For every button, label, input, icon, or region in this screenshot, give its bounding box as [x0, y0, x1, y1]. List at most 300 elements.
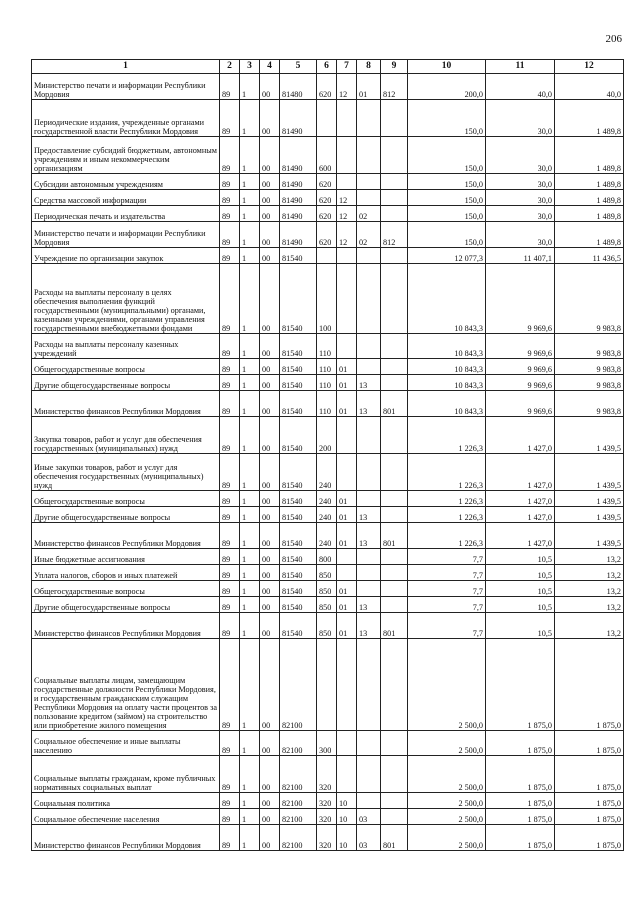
- col6-cell: 200: [317, 417, 337, 454]
- col9-cell: [381, 417, 408, 454]
- row-name-cell: Уплата налогов, сборов и иных платежей: [32, 565, 220, 581]
- amount-col12-cell: 1 439,5: [555, 491, 624, 507]
- col4-cell: 00: [260, 334, 280, 359]
- amount-col11-cell: 1 427,0: [486, 454, 555, 491]
- col6-cell: 850: [317, 597, 337, 613]
- row-name-cell: Субсидии автономным учреждениям: [32, 174, 220, 190]
- col6-cell: 320: [317, 825, 337, 851]
- col9-cell: [381, 809, 408, 825]
- col2-cell: 89: [220, 190, 240, 206]
- col2-cell: 89: [220, 391, 240, 417]
- col2-cell: 89: [220, 359, 240, 375]
- amount-col11-cell: 30,0: [486, 222, 555, 248]
- col3-cell: 1: [240, 248, 260, 264]
- col3-cell: 1: [240, 264, 260, 334]
- col4-cell: 00: [260, 137, 280, 174]
- col3-cell: 1: [240, 454, 260, 491]
- amount-col10-cell: 10 843,3: [408, 334, 486, 359]
- amount-col10-cell: 7,7: [408, 565, 486, 581]
- col3-cell: 1: [240, 549, 260, 565]
- col5-cell: 82100: [280, 756, 317, 793]
- table-row: [32, 454, 624, 491]
- col9-cell: [381, 174, 408, 190]
- table-row: [32, 74, 624, 100]
- row-name-cell: Другие общегосударственные вопросы: [32, 375, 220, 391]
- col5-cell: 81540: [280, 597, 317, 613]
- row-name-cell: Учреждение по организации закупок: [32, 248, 220, 264]
- col7-cell: 01: [337, 507, 357, 523]
- col5-cell: 82100: [280, 731, 317, 756]
- amount-col12-cell: 1 489,8: [555, 206, 624, 222]
- amount-col11-cell: 1 427,0: [486, 507, 555, 523]
- table-row: [32, 100, 624, 137]
- col2-cell: 89: [220, 206, 240, 222]
- col3-cell: 1: [240, 74, 260, 100]
- amount-col12-cell: 9 983,8: [555, 375, 624, 391]
- col7-cell: [337, 549, 357, 565]
- row-name-cell: Министерство финансов Республики Мордовия: [32, 391, 220, 417]
- amount-col10-cell: 2 500,0: [408, 809, 486, 825]
- col7-cell: 12: [337, 222, 357, 248]
- col3-cell: 1: [240, 825, 260, 851]
- table-row: [32, 391, 624, 417]
- amount-col10-cell: 7,7: [408, 581, 486, 597]
- amount-col12-cell: 1 439,5: [555, 507, 624, 523]
- row-name-cell: Предоставление субсидий бюджетным, автономным учреждениям и иным некоммерческим организациям: [32, 137, 220, 174]
- col3-cell: 1: [240, 491, 260, 507]
- col9-cell: [381, 375, 408, 391]
- col6-cell: 110: [317, 375, 337, 391]
- col-header-6: 6: [317, 60, 337, 74]
- col6-cell: 850: [317, 613, 337, 639]
- col7-cell: [337, 334, 357, 359]
- amount-col11-cell: 30,0: [486, 100, 555, 137]
- col6-cell: 600: [317, 137, 337, 174]
- amount-col10-cell: 7,7: [408, 597, 486, 613]
- col7-cell: 10: [337, 793, 357, 809]
- budget-table: [31, 59, 624, 851]
- col4-cell: 00: [260, 565, 280, 581]
- col8-cell: [357, 549, 381, 565]
- col4-cell: 00: [260, 731, 280, 756]
- col9-cell: 801: [381, 391, 408, 417]
- col5-cell: 81540: [280, 491, 317, 507]
- row-name-cell: Социальное обеспечение населения: [32, 809, 220, 825]
- col2-cell: 89: [220, 248, 240, 264]
- col8-cell: [357, 417, 381, 454]
- col2-cell: 89: [220, 454, 240, 491]
- table-row: [32, 375, 624, 391]
- col8-cell: [357, 491, 381, 507]
- col6-cell: 100: [317, 264, 337, 334]
- col8-cell: 13: [357, 597, 381, 613]
- col9-cell: [381, 206, 408, 222]
- col3-cell: 1: [240, 190, 260, 206]
- col9-cell: [381, 731, 408, 756]
- col9-cell: [381, 581, 408, 597]
- col2-cell: 89: [220, 523, 240, 549]
- col-header-3: 3: [240, 60, 260, 74]
- table-row: [32, 809, 624, 825]
- row-name-cell: Социальные выплаты гражданам, кроме публичных нормативных социальных выплат: [32, 756, 220, 793]
- col3-cell: 1: [240, 613, 260, 639]
- col5-cell: 81540: [280, 613, 317, 639]
- col2-cell: 89: [220, 137, 240, 174]
- amount-col11-cell: 10,5: [486, 565, 555, 581]
- table-row: [32, 825, 624, 851]
- amount-col12-cell: 1 489,8: [555, 222, 624, 248]
- amount-col11-cell: 30,0: [486, 190, 555, 206]
- table-row: [32, 793, 624, 809]
- amount-col10-cell: 10 843,3: [408, 391, 486, 417]
- row-name-cell: Министерство печати и информации Республики Мордовия: [32, 222, 220, 248]
- amount-col10-cell: 150,0: [408, 206, 486, 222]
- amount-col11-cell: 1 875,0: [486, 639, 555, 731]
- col6-cell: 240: [317, 491, 337, 507]
- col6-cell: 620: [317, 174, 337, 190]
- col4-cell: 00: [260, 507, 280, 523]
- col6-cell: 620: [317, 190, 337, 206]
- col7-cell: [337, 137, 357, 174]
- table-row: [32, 549, 624, 565]
- col4-cell: 00: [260, 100, 280, 137]
- amount-col11-cell: 9 969,6: [486, 375, 555, 391]
- amount-col12-cell: 13,2: [555, 613, 624, 639]
- table-row: [32, 581, 624, 597]
- table-row: [32, 565, 624, 581]
- col9-cell: [381, 454, 408, 491]
- col7-cell: [337, 756, 357, 793]
- amount-col12-cell: 1 875,0: [555, 793, 624, 809]
- col5-cell: 81540: [280, 334, 317, 359]
- col2-cell: 89: [220, 74, 240, 100]
- col4-cell: 00: [260, 491, 280, 507]
- col-header-5: 5: [280, 60, 317, 74]
- amount-col12-cell: 1 489,8: [555, 190, 624, 206]
- col-header-2: 2: [220, 60, 240, 74]
- row-name-cell: Социальные выплаты лицам, замещающим государственные должности Республики Мордовия, и государственным гражданским служащим Республики Мордовия на оплату части процентов за пользование кредитом (займом) на строительство или приобретение жилого помещения: [32, 639, 220, 731]
- amount-col10-cell: 7,7: [408, 613, 486, 639]
- col4-cell: 00: [260, 359, 280, 375]
- col6-cell: 320: [317, 756, 337, 793]
- col5-cell: 82100: [280, 639, 317, 731]
- col5-cell: 81490: [280, 190, 317, 206]
- col8-cell: [357, 190, 381, 206]
- col7-cell: [337, 100, 357, 137]
- amount-col11-cell: 1 875,0: [486, 756, 555, 793]
- col7-cell: 01: [337, 581, 357, 597]
- amount-col12-cell: 1 489,8: [555, 100, 624, 137]
- col9-cell: [381, 359, 408, 375]
- col6-cell: 110: [317, 391, 337, 417]
- col5-cell: 81490: [280, 206, 317, 222]
- col6-cell: [317, 100, 337, 137]
- col9-cell: [381, 756, 408, 793]
- col4-cell: 00: [260, 639, 280, 731]
- col7-cell: [337, 565, 357, 581]
- amount-col10-cell: 150,0: [408, 174, 486, 190]
- col7-cell: 01: [337, 359, 357, 375]
- row-name-cell: Социальная политика: [32, 793, 220, 809]
- col3-cell: 1: [240, 756, 260, 793]
- col3-cell: 1: [240, 639, 260, 731]
- amount-col12-cell: 9 983,8: [555, 264, 624, 334]
- col7-cell: 01: [337, 491, 357, 507]
- row-name-cell: Другие общегосударственные вопросы: [32, 507, 220, 523]
- col4-cell: 00: [260, 206, 280, 222]
- col9-cell: [381, 248, 408, 264]
- col7-cell: 01: [337, 375, 357, 391]
- amount-col11-cell: 1 427,0: [486, 417, 555, 454]
- col6-cell: [317, 639, 337, 731]
- col7-cell: 01: [337, 613, 357, 639]
- col6-cell: 620: [317, 74, 337, 100]
- col8-cell: [357, 174, 381, 190]
- amount-col12-cell: 9 983,8: [555, 391, 624, 417]
- col5-cell: 81490: [280, 222, 317, 248]
- amount-col11-cell: 9 969,6: [486, 359, 555, 375]
- col5-cell: 82100: [280, 825, 317, 851]
- col3-cell: 1: [240, 334, 260, 359]
- col-header-10: 10: [408, 60, 486, 74]
- col5-cell: 81540: [280, 264, 317, 334]
- amount-col12-cell: 13,2: [555, 597, 624, 613]
- row-name-cell: Общегосударственные вопросы: [32, 359, 220, 375]
- col5-cell: 82100: [280, 809, 317, 825]
- col3-cell: 1: [240, 581, 260, 597]
- page-number: 206: [605, 33, 622, 45]
- col6-cell: 320: [317, 793, 337, 809]
- amount-col12-cell: 1 875,0: [555, 825, 624, 851]
- col4-cell: 00: [260, 174, 280, 190]
- col9-cell: [381, 549, 408, 565]
- col8-cell: 02: [357, 222, 381, 248]
- amount-col10-cell: 1 226,3: [408, 417, 486, 454]
- col5-cell: 81540: [280, 417, 317, 454]
- col4-cell: 00: [260, 417, 280, 454]
- table-row: [32, 137, 624, 174]
- col9-cell: [381, 264, 408, 334]
- col2-cell: 89: [220, 549, 240, 565]
- col7-cell: 01: [337, 391, 357, 417]
- amount-col11-cell: 1 427,0: [486, 491, 555, 507]
- amount-col10-cell: 200,0: [408, 74, 486, 100]
- col9-cell: 801: [381, 523, 408, 549]
- col8-cell: 03: [357, 825, 381, 851]
- col3-cell: 1: [240, 417, 260, 454]
- amount-col11-cell: 30,0: [486, 174, 555, 190]
- col8-cell: 02: [357, 206, 381, 222]
- row-name-cell: Расходы на выплаты персоналу казенных учреждений: [32, 334, 220, 359]
- col7-cell: [337, 174, 357, 190]
- table-body: [32, 74, 624, 851]
- table-row: [32, 491, 624, 507]
- col8-cell: [357, 793, 381, 809]
- col8-cell: 13: [357, 375, 381, 391]
- row-name-cell: Министерство финансов Республики Мордовия: [32, 825, 220, 851]
- col2-cell: 89: [220, 507, 240, 523]
- amount-col11-cell: 11 407,1: [486, 248, 555, 264]
- col9-cell: 801: [381, 825, 408, 851]
- amount-col10-cell: 150,0: [408, 190, 486, 206]
- col4-cell: 00: [260, 190, 280, 206]
- amount-col12-cell: 9 983,8: [555, 334, 624, 359]
- amount-col10-cell: 2 500,0: [408, 639, 486, 731]
- amount-col10-cell: 12 077,3: [408, 248, 486, 264]
- table-row: [32, 597, 624, 613]
- col-header-7: 7: [337, 60, 357, 74]
- col4-cell: 00: [260, 597, 280, 613]
- col5-cell: 82100: [280, 793, 317, 809]
- table-row: [32, 639, 624, 731]
- col-header-8: 8: [357, 60, 381, 74]
- col8-cell: 13: [357, 391, 381, 417]
- amount-col10-cell: 1 226,3: [408, 491, 486, 507]
- col9-cell: [381, 639, 408, 731]
- amount-col10-cell: 7,7: [408, 549, 486, 565]
- row-name-cell: Другие общегосударственные вопросы: [32, 597, 220, 613]
- col5-cell: 81540: [280, 549, 317, 565]
- col3-cell: 1: [240, 597, 260, 613]
- col5-cell: 81490: [280, 137, 317, 174]
- amount-col12-cell: 1 875,0: [555, 756, 624, 793]
- col2-cell: 89: [220, 793, 240, 809]
- col5-cell: 81490: [280, 100, 317, 137]
- amount-col10-cell: 150,0: [408, 137, 486, 174]
- col7-cell: [337, 454, 357, 491]
- col9-cell: [381, 334, 408, 359]
- col5-cell: 81540: [280, 375, 317, 391]
- amount-col11-cell: 40,0: [486, 74, 555, 100]
- col5-cell: 81490: [280, 174, 317, 190]
- col6-cell: 110: [317, 359, 337, 375]
- col8-cell: 13: [357, 507, 381, 523]
- col9-cell: [381, 100, 408, 137]
- col5-cell: 81540: [280, 454, 317, 491]
- col6-cell: 850: [317, 581, 337, 597]
- amount-col10-cell: 150,0: [408, 222, 486, 248]
- col2-cell: 89: [220, 375, 240, 391]
- col2-cell: 89: [220, 597, 240, 613]
- col9-cell: 812: [381, 74, 408, 100]
- col3-cell: 1: [240, 809, 260, 825]
- col9-cell: 812: [381, 222, 408, 248]
- col4-cell: 00: [260, 454, 280, 491]
- col5-cell: 81540: [280, 359, 317, 375]
- col6-cell: 240: [317, 523, 337, 549]
- amount-col11-cell: 1 875,0: [486, 793, 555, 809]
- col8-cell: 13: [357, 523, 381, 549]
- amount-col11-cell: 10,5: [486, 549, 555, 565]
- col5-cell: 81540: [280, 565, 317, 581]
- col3-cell: 1: [240, 507, 260, 523]
- row-name-cell: Расходы на выплаты персоналу в целях обеспечения выполнения функций государственными (муниципальными) органами, казенными учреждениями, органами управления государственными внебюджетными фондами: [32, 264, 220, 334]
- amount-col11-cell: 10,5: [486, 581, 555, 597]
- col-header-1: 1: [32, 60, 220, 74]
- col2-cell: 89: [220, 825, 240, 851]
- row-name-cell: Периодическая печать и издательства: [32, 206, 220, 222]
- row-name-cell: Министерство финансов Республики Мордовия: [32, 523, 220, 549]
- col9-cell: 801: [381, 613, 408, 639]
- amount-col10-cell: 2 500,0: [408, 731, 486, 756]
- row-name-cell: Средства массовой информации: [32, 190, 220, 206]
- col7-cell: 12: [337, 206, 357, 222]
- col6-cell: 320: [317, 809, 337, 825]
- amount-col10-cell: 2 500,0: [408, 756, 486, 793]
- col4-cell: 00: [260, 523, 280, 549]
- col3-cell: 1: [240, 375, 260, 391]
- row-name-cell: Общегосударственные вопросы: [32, 581, 220, 597]
- col6-cell: 620: [317, 222, 337, 248]
- col8-cell: [357, 731, 381, 756]
- col4-cell: 00: [260, 74, 280, 100]
- col8-cell: [357, 248, 381, 264]
- table-row: [32, 264, 624, 334]
- col2-cell: 89: [220, 639, 240, 731]
- amount-col11-cell: 1 875,0: [486, 731, 555, 756]
- amount-col10-cell: 1 226,3: [408, 454, 486, 491]
- table-row: [32, 359, 624, 375]
- col4-cell: 00: [260, 264, 280, 334]
- amount-col10-cell: 1 226,3: [408, 523, 486, 549]
- col6-cell: 800: [317, 549, 337, 565]
- col3-cell: 1: [240, 731, 260, 756]
- col8-cell: [357, 137, 381, 174]
- col7-cell: [337, 639, 357, 731]
- col6-cell: [317, 248, 337, 264]
- amount-col10-cell: 2 500,0: [408, 825, 486, 851]
- col7-cell: [337, 417, 357, 454]
- col2-cell: 89: [220, 417, 240, 454]
- col7-cell: 01: [337, 597, 357, 613]
- col4-cell: 00: [260, 549, 280, 565]
- table-header-row: [32, 60, 624, 74]
- amount-col11-cell: 30,0: [486, 137, 555, 174]
- col5-cell: 81540: [280, 581, 317, 597]
- table-row: [32, 174, 624, 190]
- col2-cell: 89: [220, 264, 240, 334]
- col8-cell: [357, 334, 381, 359]
- row-name-cell: Иные бюджетные ассигнования: [32, 549, 220, 565]
- col-header-11: 11: [486, 60, 555, 74]
- amount-col12-cell: 9 983,8: [555, 359, 624, 375]
- col2-cell: 89: [220, 334, 240, 359]
- col-header-9: 9: [381, 60, 408, 74]
- col3-cell: 1: [240, 137, 260, 174]
- col5-cell: 81540: [280, 523, 317, 549]
- col8-cell: [357, 581, 381, 597]
- col5-cell: 81540: [280, 248, 317, 264]
- col8-cell: [357, 565, 381, 581]
- col4-cell: 00: [260, 825, 280, 851]
- col7-cell: 10: [337, 809, 357, 825]
- table-row: [32, 507, 624, 523]
- amount-col11-cell: 30,0: [486, 206, 555, 222]
- col8-cell: [357, 264, 381, 334]
- amount-col11-cell: 9 969,6: [486, 334, 555, 359]
- col8-cell: 03: [357, 809, 381, 825]
- table-row: [32, 248, 624, 264]
- amount-col11-cell: 1 875,0: [486, 825, 555, 851]
- amount-col12-cell: 13,2: [555, 565, 624, 581]
- col8-cell: [357, 359, 381, 375]
- col4-cell: 00: [260, 375, 280, 391]
- col4-cell: 00: [260, 248, 280, 264]
- amount-col10-cell: 150,0: [408, 100, 486, 137]
- col7-cell: 10: [337, 825, 357, 851]
- amount-col11-cell: 9 969,6: [486, 264, 555, 334]
- row-name-cell: Министерство печати и информации Республики Мордовия: [32, 74, 220, 100]
